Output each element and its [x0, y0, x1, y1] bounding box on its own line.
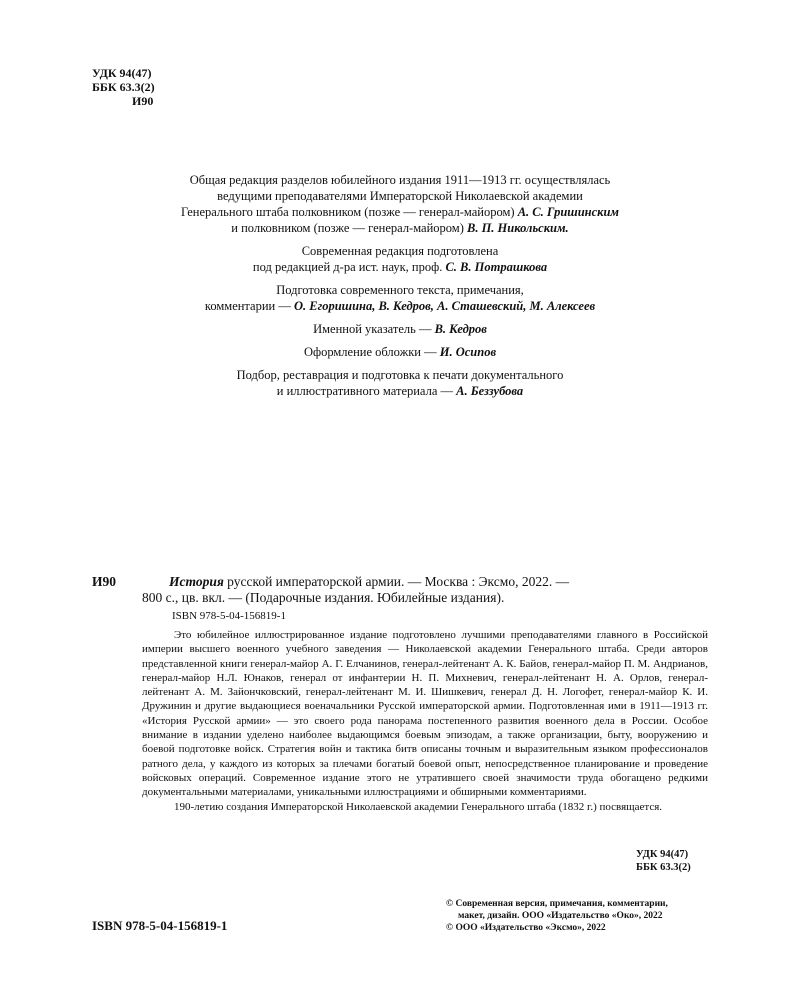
author-mark: И90 — [92, 574, 117, 589]
copyright-line: © Современная версия, примечания, комментарии, — [446, 899, 668, 909]
udk-code: УДК 94(47) — [636, 849, 689, 860]
credit-line: Общая редакция разделов юбилейного издания 1911—1913 гг. осуществлялась — [189, 173, 611, 187]
credit-line: Оформление обложки — И. Осипов — [303, 345, 497, 359]
credit-line: комментарии — О. Егоришина, В. Кедров, А. Сташевский, М. Алексеев — [204, 299, 596, 313]
copyright-line: © ООО «Издательство «Эксмо», 2022 — [446, 923, 606, 933]
credit-line: ведущими преподавателями Императорской Николаевской академии — [217, 189, 583, 203]
dedication: 190-летию создания Императорской Николаевской академии Генерального штаба (1832 г.) посвящается. — [174, 800, 663, 813]
bibliographic-record — [92, 574, 712, 606]
credit-line: и полковником (позже — генерал-майором) В. П. Никольским. — [231, 221, 569, 235]
isbn-footer: ISBN 978-5-04-156819-1 — [92, 918, 228, 933]
udk-code: УДК 94(47) — [92, 66, 152, 80]
annotation-paragraph: Это юбилейное иллюстрированное издание подготовлено лучшими преподавателями главного в Российской империи высшего военного учебного заведения — Николаевской академии Генерального штаба. Среди авторов представленной книги генерал-майор А. Г. Елчанинов, генерал-лейтенант А. К. Байов, генерал-майор П. М. Андрианов, генерал-майор Н.Л. Юнаков, генерал от инфантерии Н. П. Михневич, генерал-лейтенант Н. А. Орлов, генерал-лейтенант А. М. Зайончковский, генерал-лейтенант М. И. Шишкевич, генерал Д. Н. Логофет, генерал-майор К. И. Дружинин и другие выдающиеся военачальники Русской императорской армии. Подготовленная ими в 1911—1913 гг. «История Русской армии» — это своего рода панорама постепенного развития военного дела в России. Особое внимание в издании уделено наиболее выдающимся боевым эпизодам, а также организации, быту, вооружению и боевой подготовке войск. Стратегия войн и тактика битв описаны точным и выразительным языком профессионалов ратного дела, у каждого из которых за плечами богатый боевой опыт, непосредственное планирование и проведение войсковых операций. Современное издание этого не утратившего своей значимости труда обогащено редкими документальными материалами, уникальными иллюстрациями и обширными комментариями. — [142, 629, 708, 799]
credit-line: Генерального штаба полковником (позже — генерал-майором) А. С. Гришинским — [180, 205, 620, 219]
credit-line: Подбор, реставрация и подготовка к печати документального — [236, 368, 564, 382]
bbk-code: ББК 63.3(2) — [92, 80, 155, 94]
editorial-credits — [100, 172, 700, 399]
credit-line: под редакцией д-ра ист. наук, проф. С. В. Потрашкова — [252, 260, 548, 274]
udk-block-top — [92, 66, 155, 108]
isbn-record: ISBN 978-5-04-156819-1 — [172, 610, 286, 622]
annotation — [142, 628, 708, 814]
bibliographic-line: 800 с., цв. вкл. — (Подарочные издания. Юбилейные издания). — [142, 590, 505, 605]
bbk-code: ББК 63.3(2) — [636, 862, 691, 873]
credit-line: Именной указатель — В. Кедров — [313, 322, 487, 336]
credit-line: Современная редакция подготовлена — [301, 244, 499, 258]
bibliographic-line: История русской императорской армии. — Москва : Эксмо, 2022. — — [169, 574, 570, 589]
author-mark: И90 — [132, 94, 154, 108]
udk-block-bottom — [636, 848, 691, 874]
credit-line: и иллюстративного материала — А. Беззубова — [276, 384, 524, 398]
credit-line: Подготовка современного текста, примечания, — [276, 283, 524, 297]
copyright-line: макет, дизайн. ООО «Издательство «Око», 2022 — [458, 911, 663, 921]
copyright-block — [446, 898, 716, 934]
